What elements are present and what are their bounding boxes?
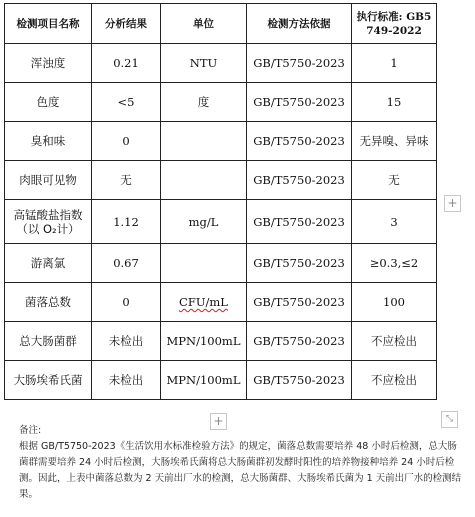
cell-unit[interactable]: MPN/100mL — [161, 322, 247, 361]
cell-item[interactable]: 臭和味 — [5, 122, 92, 161]
cell-unit[interactable] — [161, 283, 247, 322]
cell-result[interactable]: 无 — [92, 161, 161, 200]
cell-unit[interactable]: NTU — [161, 44, 247, 83]
cell-standard[interactable]: 1 — [352, 44, 437, 83]
cell-item[interactable]: 游离氯 — [5, 244, 92, 283]
cell-standard[interactable]: 不应检出 — [352, 361, 437, 400]
cell-unit[interactable] — [161, 244, 247, 283]
cell-standard[interactable]: 无异嗅、异味 — [352, 122, 437, 161]
cell-item[interactable]: 肉眼可见物 — [5, 161, 92, 200]
cell-method[interactable]: GB/T5750-2023 — [247, 122, 352, 161]
notes-body: 根据 GB/T5750-2023《生活饮用水标准检验方法》的规定，菌落总数需要培养 48 小时后检测，总大肠菌群需要培养 24 小时后检测，大肠埃希氏菌将总大肠菌群初发酵时阳性的培养物接种培养 24 小时后检测。因此，上表中菌落总数为 2 天前出厂水的检测，总大肠菌群、大肠埃希氏菌为 1 天前出厂水的检测结果。 — [19, 441, 462, 500]
table-header-row — [5, 4, 437, 44]
cell-result[interactable]: 0.21 — [92, 44, 161, 83]
notes-title: 备注: — [19, 425, 42, 436]
table-row — [5, 361, 437, 400]
cell-standard[interactable]: 3 — [352, 200, 437, 244]
cell-method[interactable]: GB/T5750-2023 — [247, 361, 352, 400]
table-row — [5, 83, 437, 122]
cell-item[interactable]: 菌落总数 — [5, 283, 92, 322]
cell-unit[interactable] — [161, 122, 247, 161]
cell-method[interactable]: GB/T5750-2023 — [247, 161, 352, 200]
cell-unit[interactable]: MPN/100mL — [161, 361, 247, 400]
header-unit: 单位 — [161, 4, 247, 44]
cell-result[interactable]: <5 — [92, 83, 161, 122]
cell-unit[interactable]: mg/L — [161, 200, 247, 244]
cell-result[interactable]: 0.67 — [92, 244, 161, 283]
cell-unit[interactable]: 度 — [161, 83, 247, 122]
cell-standard[interactable]: 无 — [352, 161, 437, 200]
cell-standard[interactable]: 100 — [352, 283, 437, 322]
cell-item[interactable]: 浑浊度 — [5, 44, 92, 83]
cell-item[interactable]: 总大肠菌群 — [5, 322, 92, 361]
notes-section — [19, 424, 465, 503]
header-item-name: 检测项目名称 — [5, 4, 92, 44]
cell-standard[interactable]: 不应检出 — [352, 322, 437, 361]
cell-result[interactable]: 0 — [92, 122, 161, 161]
table-row — [5, 322, 437, 361]
cell-item[interactable]: 色度 — [5, 83, 92, 122]
header-standard: 执行标准: GB5749-2022 — [352, 4, 437, 44]
add-column-button[interactable]: + — [444, 195, 461, 212]
header-method: 检测方法依据 — [247, 4, 352, 44]
results-table — [4, 3, 437, 400]
cell-method[interactable]: GB/T5750-2023 — [247, 200, 352, 244]
cell-standard[interactable]: 15 — [352, 83, 437, 122]
cell-item[interactable]: 大肠埃希氏菌 — [5, 361, 92, 400]
header-result: 分析结果 — [92, 4, 161, 44]
cell-result[interactable]: 未检出 — [92, 322, 161, 361]
table-row — [5, 161, 437, 200]
table-row — [5, 200, 437, 244]
cell-method[interactable]: GB/T5750-2023 — [247, 322, 352, 361]
cell-method[interactable]: GB/T5750-2023 — [247, 83, 352, 122]
cell-method[interactable]: GB/T5750-2023 — [247, 283, 352, 322]
cell-result[interactable]: 1.12 — [92, 200, 161, 244]
add-row-button[interactable]: + — [210, 413, 227, 430]
cell-result[interactable]: 未检出 — [92, 361, 161, 400]
table-resize-handle[interactable]: ⤡ — [441, 411, 458, 428]
cell-method[interactable]: GB/T5750-2023 — [247, 44, 352, 83]
table-row — [5, 283, 437, 322]
cell-unit[interactable] — [161, 161, 247, 200]
cell-standard[interactable]: ≥0.3,≤2 — [352, 244, 437, 283]
cell-method[interactable]: GB/T5750-2023 — [247, 244, 352, 283]
cell-unit-text: CFU/mL — [179, 295, 228, 309]
cell-item[interactable]: 高锰酸盐指数（以 O₂计） — [5, 200, 92, 244]
table-row — [5, 122, 437, 161]
table-row — [5, 244, 437, 283]
table-row — [5, 44, 437, 83]
cell-result[interactable]: 0 — [92, 283, 161, 322]
